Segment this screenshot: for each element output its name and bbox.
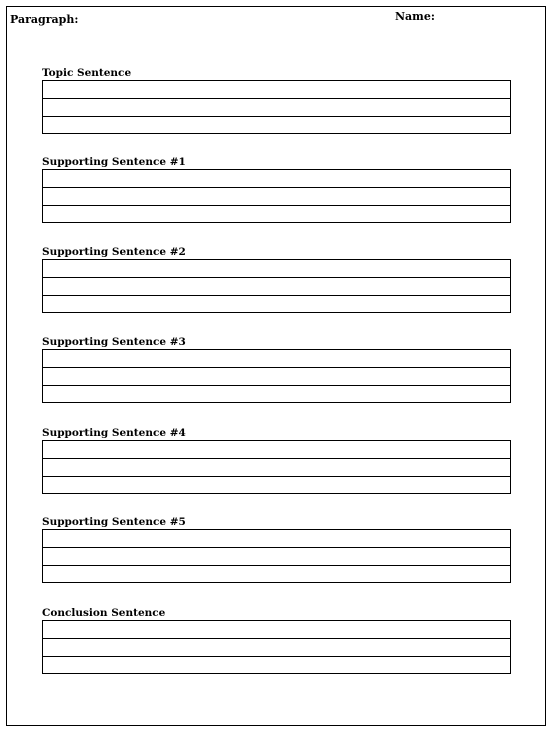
writing-lines-box[interactable] [42, 259, 511, 313]
section-supporting-sentence-5 [42, 516, 511, 583]
writing-line-divider [43, 205, 510, 206]
writing-line-divider [43, 295, 510, 296]
writing-lines-box[interactable] [42, 80, 511, 134]
writing-line-divider [43, 656, 510, 657]
writing-line-divider [43, 98, 510, 99]
writing-line-divider [43, 458, 510, 459]
writing-lines-box[interactable] [42, 620, 511, 674]
writing-line-divider [43, 476, 510, 477]
writing-line-divider [43, 385, 510, 386]
section-heading: Supporting Sentence #1 [42, 156, 186, 168]
section-heading: Topic Sentence [42, 67, 132, 79]
paragraph-label: Paragraph: [10, 13, 79, 26]
writing-line-divider [43, 367, 510, 368]
writing-line-divider [43, 187, 510, 188]
section-conclusion-sentence [42, 607, 511, 674]
section-heading: Supporting Sentence #2 [42, 246, 186, 258]
writing-line-divider [43, 547, 510, 548]
writing-lines-box[interactable] [42, 169, 511, 223]
writing-lines-box[interactable] [42, 529, 511, 583]
section-supporting-sentence-3 [42, 336, 511, 403]
name-label: Name: [395, 10, 435, 23]
worksheet-page [6, 6, 546, 726]
section-supporting-sentence-2 [42, 246, 511, 313]
writing-line-divider [43, 565, 510, 566]
section-heading: Supporting Sentence #5 [42, 516, 186, 528]
writing-line-divider [43, 116, 510, 117]
section-heading: Conclusion Sentence [42, 607, 166, 619]
writing-lines-box[interactable] [42, 440, 511, 494]
section-supporting-sentence-4 [42, 427, 511, 494]
writing-line-divider [43, 277, 510, 278]
section-supporting-sentence-1 [42, 156, 511, 223]
section-topic-sentence [42, 67, 511, 134]
section-heading: Supporting Sentence #3 [42, 336, 186, 348]
writing-lines-box[interactable] [42, 349, 511, 403]
writing-line-divider [43, 638, 510, 639]
section-heading: Supporting Sentence #4 [42, 427, 186, 439]
